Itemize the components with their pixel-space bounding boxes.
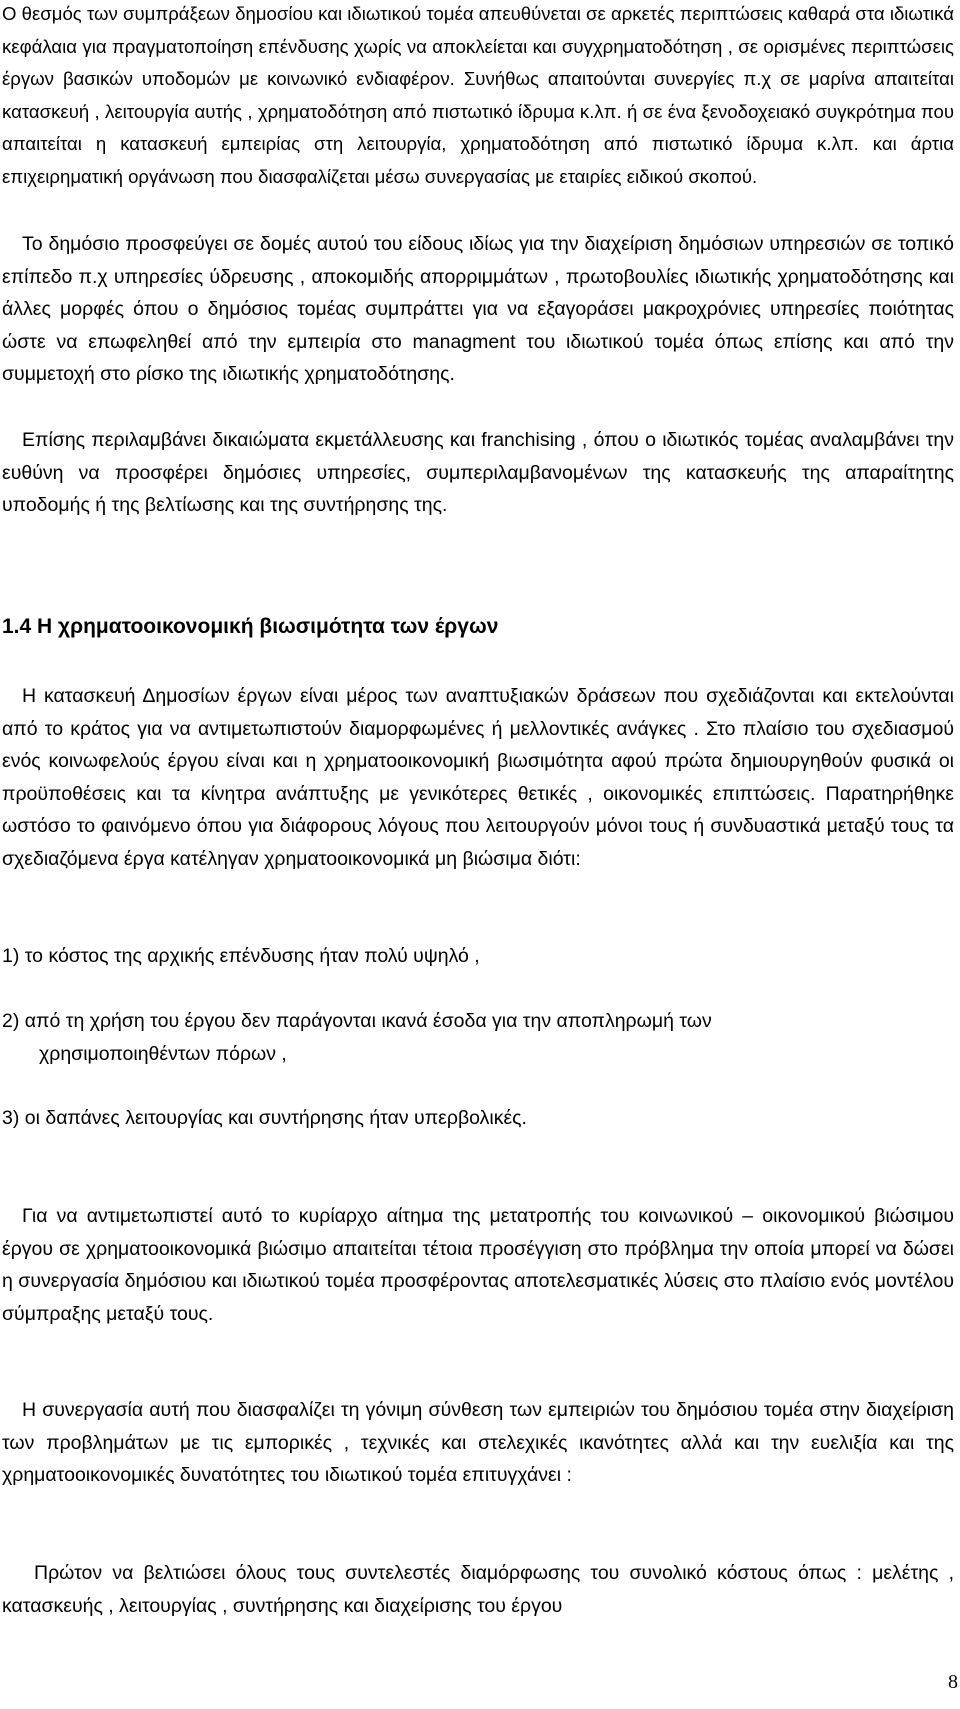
list-item [2,1005,952,1070]
paragraph-ppp-intro: Ο θεσμός των συμπράξεων δημοσίου και ιδιωτικού τομέα απευθύνεται σε αρκετές περιπτώσεις καθαρά στα ιδιωτικά κεφάλαια για πραγματοποίηση επένδυσης χωρίς να αποκλείεται και συγχρηματοδότηση , σε ορισμένες περιπτώσεις έργων βασικών υποδομών με κοινωνικό ενδιαφέρον. Συνήθως απαιτούνται συνεργίες π.χ σε μαρίνα απαιτείται κατασκευή , λειτουργία αυτής , χρηματοδότηση από πιστωτικό ίδρυμα κ.λπ. ή σε ένα ξενοδοχειακό συγκρότημα που απαιτείται η κατασκευή εμπειρίας στη λειτουργία, χρηματοδότηση από πιστωτικό ίδρυμα κ.λπ. και άρτια επιχειρηματική οργάνωση που διασφαλίζεται μέσω συνεργασίας με εταιρίες ειδικού σκοπού. [2,3,954,187]
list-item-text: 2) από τη χρήση του έργου δεν παράγονται ικανά έσοδα για την αποπληρωμή των [2,1010,712,1032]
list-item-text: 3) οι δαπάνες λειτουργίας και συντήρησης ήταν υπερβολικές. [2,1107,527,1129]
list-item [2,1102,952,1135]
paragraph-first-point: Πρώτον να βελτιώσει όλους τους συντελεστές διαμόρφωσης του συνολικό κόστους όπως : μελέτης , κατασκευής , λειτουργίας , συντήρησης και διαχείρισης του έργου [2,1562,954,1617]
list-item-text: 1) το κόστος της αρχικής επένδυσης ήταν πολύ υψηλό , [2,945,480,967]
paragraph-public-sector: Το δημόσιο προσφεύγει σε δομές αυτού του είδους ιδίως για την διαχείριση δημόσιων υπηρεσιών σε τοπικό επίπεδο π.χ υπηρεσίες ύδρευσης , αποκομιδής απορριμμάτων , πρωτοβουλίες ιδιωτικής χρηματοδότησης και άλλες μορφές όπου ο δημόσιος τομέας συμπράττει για να εξαγοράσει μακροχρόνιες υπηρεσίες ποιότητας ώστε να επωφεληθεί από την εμπειρία στο managment του ιδιωτικού τομέα όπως επίσης και από την συμμετοχή στο ρίσκο της ιδιωτικής χρηματοδότησης. [2,233,954,385]
paragraph-financial-viability: Η κατασκευή Δημοσίων έργων είναι μέρος των αναπτυξιακών δράσεων που σχεδιάζονται και εκτελούνται από το κράτος για να αντιμετωπιστούν διαμορφωμένες ή μελλοντικές ανάγκες . Στο πλαίσιο του σχεδιασμού ενός κοινωφελούς έργου είναι και η χρηματοοικονομική βιωσιμότητα αφού πρώτα δημιουργηθούν φυσικά οι προϋποθέσεις και τα κίνητρα ανάπτυξης με γενικότερες θετικές , οικονομικές επιπτώσεις. Παρατηρήθηκε ωστόσο το φαινόμενο όπου για διάφορους λόγους που λειτουργούν μόνοι τους ή συνδυαστικά μεταξύ τους τα σχεδιαζόμενα έργα κατέληγαν χρηματοοικονομικά μη βιώσιμα διότι: [2,685,954,870]
list-item [2,940,952,973]
page-number: 8 [948,1671,958,1693]
paragraph-cooperation: Η συνεργασία αυτή που διασφαλίζει τη γόνιμη σύνθεση των εμπειριών του δημόσιου τομέα στην διαχείριση των προβλημάτων με τις εμπορικές , τεχνικές και στελεχικές ικανότητες αλλά και την ευελιξία και της χρηματοοικονομικές δυνατότητες του ιδιωτικού τομέα επιτυγχάνει : [2,1399,954,1486]
paragraph-conversion: Για να αντιμετωπιστεί αυτό το κυρίαρχο αίτημα της μετατροπής του κοινωνικού – οικονομικού βιώσιμου έργου σε χρηματοοικονομικά βιώσιμο απαιτείται τέτοια προσέγγιση στο πρόβλημα την οποία μπορεί να δώσει η συνεργασία δημόσιου και ιδιωτικού τομέα προσφέροντας αποτελεσματικές λύσεις στο πλαίσιο ενός μοντέλου σύμπραξης μεταξύ τους. [2,1205,954,1325]
list-item-continuation: χρησιμοποιηθέντων πόρων , [39,1042,287,1065]
section-heading: 1.4 Η χρηματοοικονομική βιωσιμότητα των έργων [2,615,499,638]
paragraph-franchising: Επίσης περιλαμβάνει δικαιώματα εκμετάλλευσης και franchising , όπου ο ιδιωτικός τομέας αναλαμβάνει την ευθύνη να προσφέρει δημόσιες υπηρεσίες, συμπεριλαμβανομένων της κατασκευής της απαραίτητης υποδομής ή της βελτίωσης και της συντήρησης της. [2,429,954,516]
